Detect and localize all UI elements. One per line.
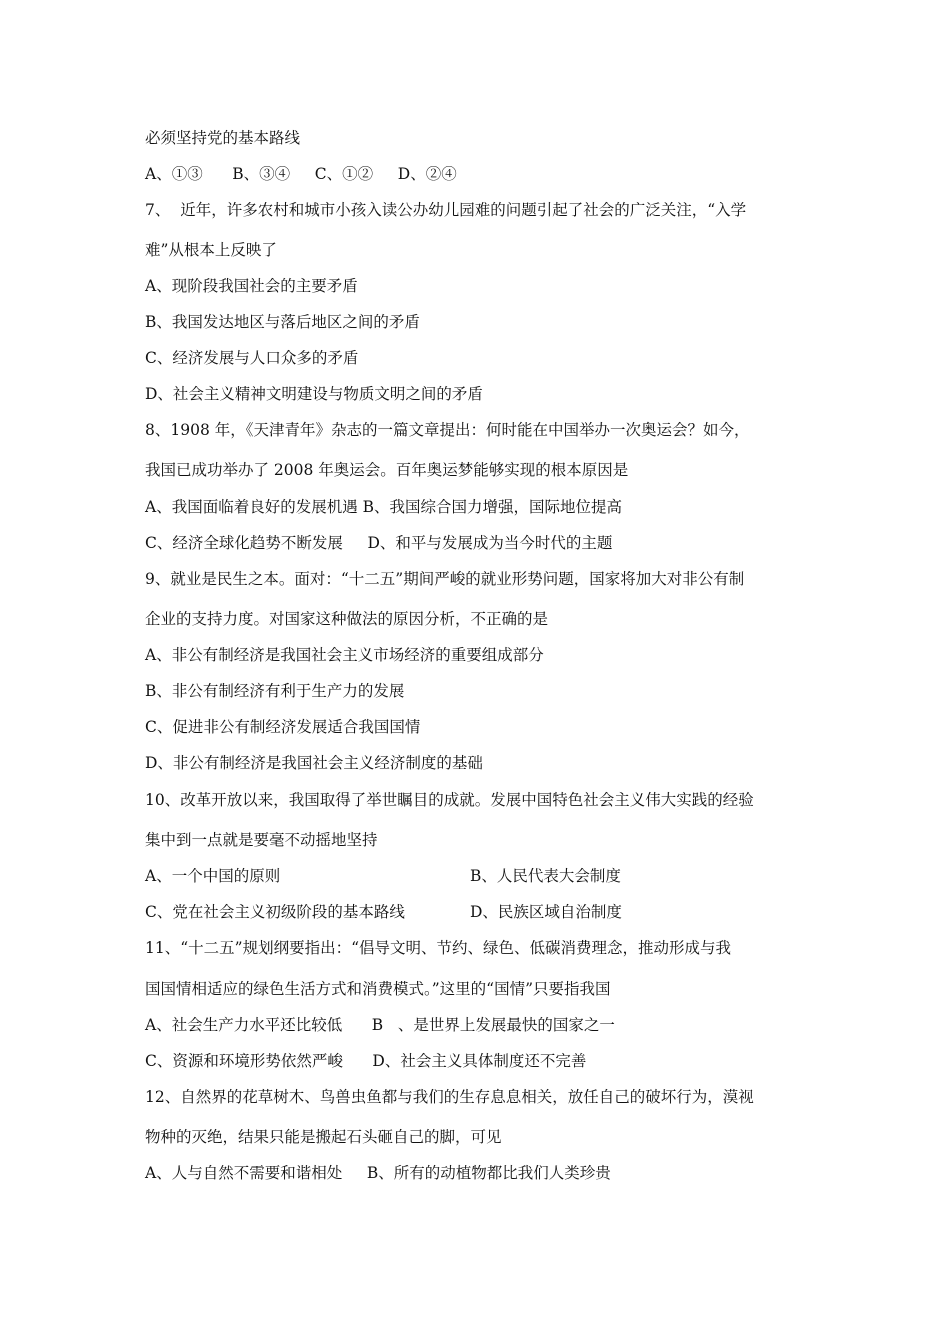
option-a: A、现阶段我国社会的主要矛盾 — [145, 277, 358, 295]
question-8: 8、1908 年，《天津青年》杂志的一篇文章提出：何时能在中国举办一次奥运会？如今， — [145, 421, 750, 439]
option-c: C、经济发展与人口众多的矛盾 — [145, 349, 359, 367]
question-11: 11、“十二五”规划纲要指出：“倡导文明、节约、绿色、低碳消费理念，推动形成与我 — [145, 939, 731, 957]
option-line: A、①③ B、③④ C、①② D、②④ — [145, 165, 457, 183]
option-d: D、民族区域自治制度 — [470, 903, 622, 921]
text-line: 难”从根本上反映了 — [145, 241, 277, 259]
text-line: 我国已成功举办了 2008 年奥运会。百年奥运梦能够实现的根本原因是 — [145, 461, 629, 479]
question-7: 7、 近年，许多农村和城市小孩入读公办幼儿园难的问题引起了社会的广泛关注，“入学 — [145, 201, 747, 219]
option-line: A、社会生产力水平还比较低 B 、是世界上发展最快的国家之一 — [145, 1016, 615, 1034]
question-9: 9、就业是民生之本。面对：“十二五”期间严峻的就业形势问题，国家将加大对非公有制 — [145, 570, 745, 588]
text-line: 企业的支持力度。对国家这种做法的原因分析，不正确的是 — [145, 610, 549, 628]
question-12: 12、自然界的花草树木、鸟兽虫鱼都与我们的生存息息相关，放任自己的破坏行为，漠视 — [145, 1088, 754, 1106]
option-b: B、人民代表大会制度 — [470, 867, 621, 885]
question-10: 10、改革开放以来，我国取得了举世瞩目的成就。发展中国特色社会主义伟大实践的经验 — [145, 791, 754, 809]
text-line: 必须坚持党的基本路线 — [145, 129, 301, 147]
option-a: A、一个中国的原则 — [145, 867, 281, 885]
option-line: A、我国面临着良好的发展机遇 B、我国综合国力增强，国际地位提高 — [145, 498, 623, 516]
option-b: B、我国发达地区与落后地区之间的矛盾 — [145, 313, 420, 331]
option-c: C、促进非公有制经济发展适合我国国情 — [145, 718, 421, 736]
text-line: 物种的灭绝，结果只能是搬起石头砸自己的脚，可见 — [145, 1128, 502, 1146]
option-line: C、经济全球化趋势不断发展 D、和平与发展成为当今时代的主题 — [145, 534, 613, 552]
option-a: A、非公有制经济是我国社会主义市场经济的重要组成部分 — [145, 646, 544, 664]
option-c: C、党在社会主义初级阶段的基本路线 — [145, 903, 405, 921]
option-line: C、资源和环境形势依然严峻 D、社会主义具体制度还不完善 — [145, 1052, 587, 1070]
text-line: 集中到一点就是要毫不动摇地坚持 — [145, 831, 378, 849]
option-b: B、非公有制经济有利于生产力的发展 — [145, 682, 405, 700]
option-d: D、非公有制经济是我国社会主义经济制度的基础 — [145, 754, 483, 772]
option-d: D、社会主义精神文明建设与物质文明之间的矛盾 — [145, 385, 483, 403]
text-line: 国国情相适应的绿色生活方式和消费模式。”这里的“国情”只要指我国 — [145, 980, 611, 998]
option-line: A、人与自然不需要和谐相处 B、所有的动植物都比我们人类珍贵 — [145, 1164, 611, 1182]
